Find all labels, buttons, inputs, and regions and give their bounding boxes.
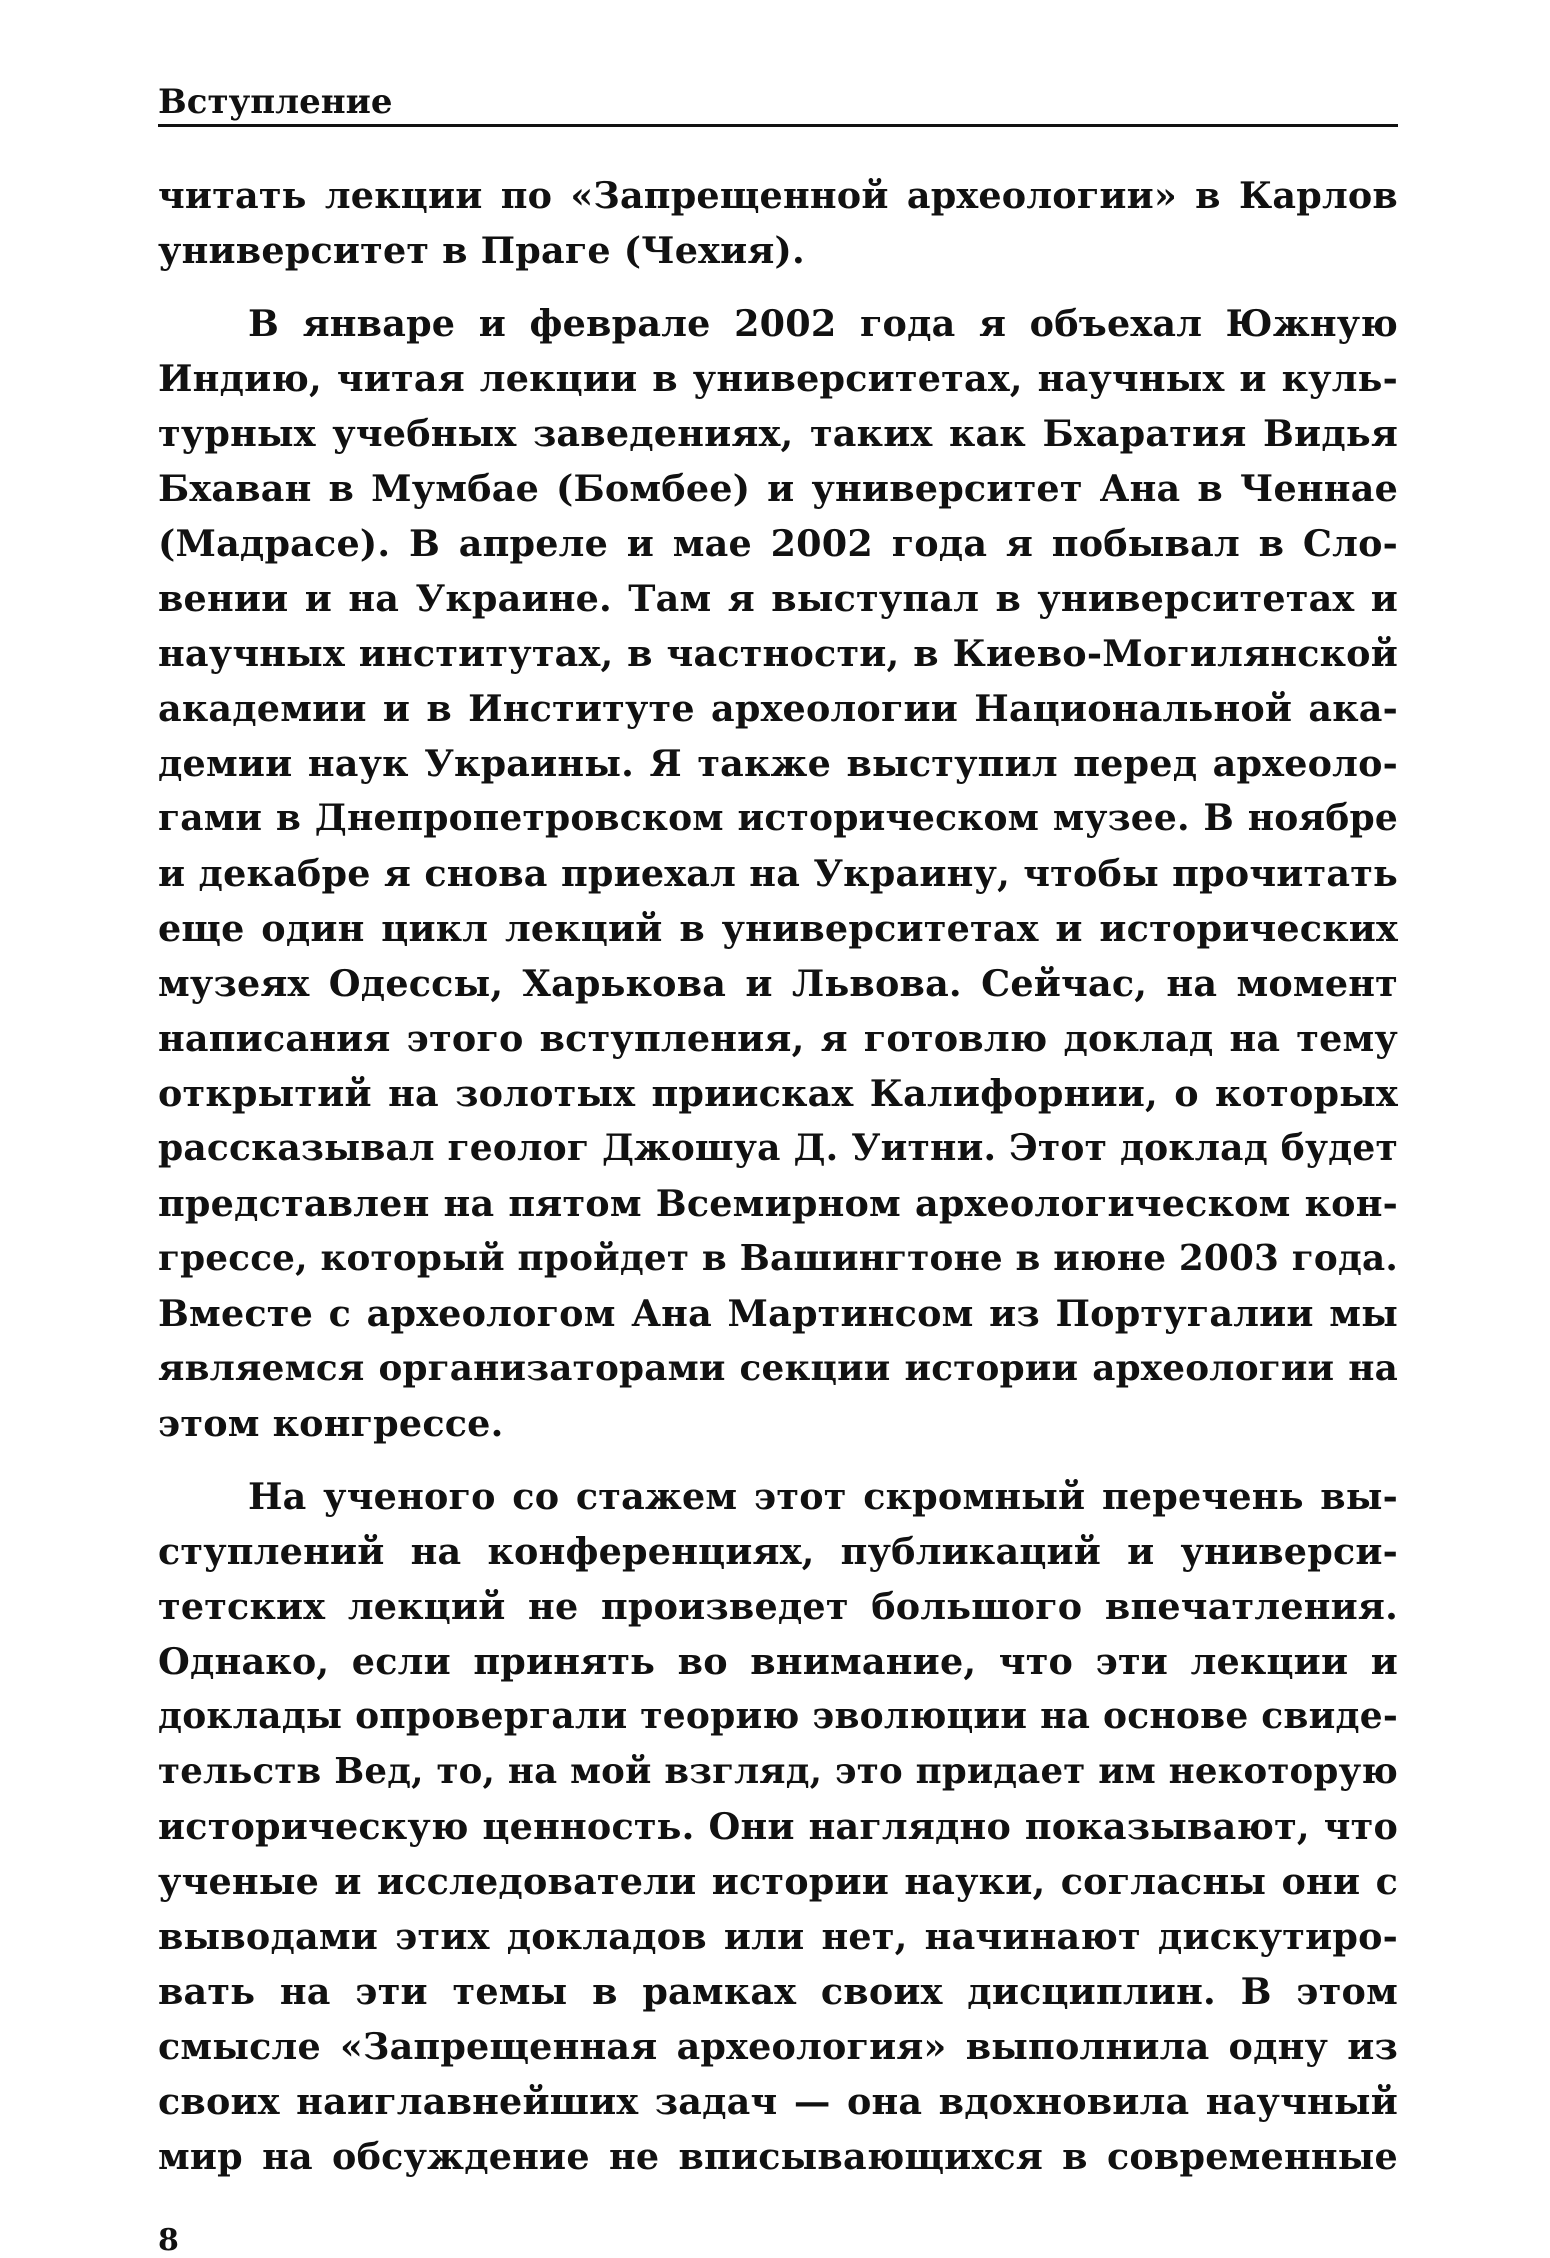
text-line: Вместе с археологом Ана Мартинсом из Португалии мы [158, 1292, 1398, 1335]
text-line: являемся организаторами секции истории археологии на [158, 1347, 1398, 1389]
paragraph-2 [158, 296, 1398, 1451]
text-line: демии наук Украины. Я также выступил перед археоло- [158, 742, 1398, 785]
text-line: и декабре я снова приехал на Украину, чтобы прочитать [158, 852, 1398, 895]
text-line: историческую ценность. Они наглядно показывают, что [158, 1805, 1398, 1848]
text-line: научных институтах, в частности, в Киево-Могилянской [158, 632, 1398, 675]
body-text [158, 168, 1398, 2184]
text-line: На ученого со стажем этот скромный перечень вы- [248, 1475, 1398, 1518]
text-line: вении и на Украине. Там я выступал в университетах и [158, 577, 1398, 620]
text-line: рассказывал геолог Джошуа Д. Уитни. Этот доклад будет [158, 1127, 1398, 1169]
text-line: мир на обсуждение не вписывающихся в современные [158, 2135, 1398, 2178]
text-line: ступлений на конференциях, публикаций и универси- [158, 1530, 1398, 1573]
text-line: смысле «Запрещенная археология» выполнила одну из [158, 2025, 1398, 2068]
text-line: турных учебных заведениях, таких как Бхаратия Видья [158, 412, 1398, 455]
paragraph-3 [158, 1469, 1398, 2184]
text-line: открытий на золотых приисках Калифорнии, о которых [158, 1072, 1398, 1115]
text-line: музеях Одессы, Харькова и Львова. Сейчас, на момент [158, 962, 1398, 1005]
running-head-title: Вступление [158, 82, 393, 122]
text-line: Однако, если принять во внимание, что эти лекции и [158, 1640, 1398, 1683]
book-page [158, 0, 1398, 2258]
text-line: еще один цикл лекций в университетах и исторических [158, 907, 1398, 950]
text-line: тетских лекций не произведет большого впечатления. [158, 1585, 1398, 1628]
text-line: университет в Праге (Чехия). [158, 229, 805, 272]
page-number: 8 [158, 2223, 179, 2258]
running-head [158, 74, 1398, 127]
text-line: доклады опровергали теорию эволюции на основе свиде- [158, 1695, 1398, 1737]
text-line: вать на эти темы в рамках своих дисциплин. В этом [158, 1970, 1398, 2013]
text-line: Бхаван в Мумбае (Бомбее) и университет Ана в Ченнае [158, 467, 1398, 510]
text-line: написания этого вступления, я готовлю доклад на тему [158, 1017, 1398, 1060]
text-line: тельств Вед, то, на мой взгляд, это придает им некоторую [158, 1751, 1398, 1792]
text-line: гами в Днепропетровском историческом музее. В ноябре [158, 797, 1398, 839]
paragraph-1 [158, 168, 1398, 278]
text-line: академии и в Институте археологии Национальной ака- [158, 687, 1398, 730]
text-line: читать лекции по «Запрещенной археологии» в Карлов [158, 174, 1398, 217]
text-line: своих наиглавнейших задач — она вдохновила научный [158, 2080, 1398, 2123]
text-line: (Мадрасе). В апреле и мае 2002 года я побывал в Сло- [158, 522, 1398, 565]
text-line: В январе и феврале 2002 года я объехал Южную [248, 302, 1398, 345]
text-line: этом конгрессе. [158, 1402, 504, 1445]
text-line: представлен на пятом Всемирном археологическом кон- [158, 1182, 1398, 1225]
text-line: Индию, читая лекции в университетах, научных и куль- [158, 357, 1398, 400]
text-line: грессе, который пройдет в Вашингтоне в июне 2003 года. [158, 1237, 1398, 1279]
text-line: выводами этих докладов или нет, начинают дискутиро- [158, 1915, 1398, 1958]
text-line: ученые и исследователи истории науки, согласны они с [158, 1860, 1398, 1903]
